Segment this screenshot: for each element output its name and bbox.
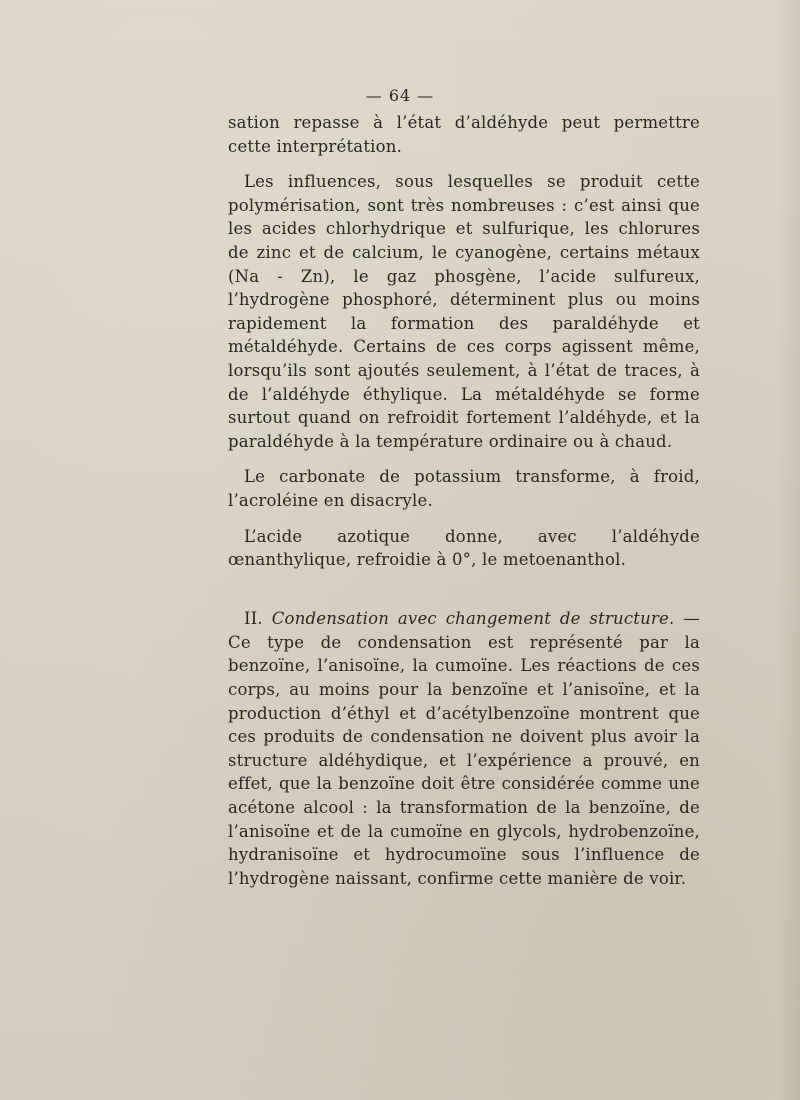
- body-text: [228, 111, 700, 890]
- paragraph-polymerisation-influences: Les influences, sous lesquelles se produit cette polymérisation, sont très nombreuses : c’est ainsi que les acides chlorhydrique et sulfurique, les chlorures de zinc et de calcium, le cyanogène, certains métaux (Na - Zn), le gaz phosgène, l’acide sulfureux, l’hydrogène phosphoré, déterminent plus ou moins rapidement la formation des paraldéhyde et métaldéhyde. Certains de ces corps agissent même, lorsqu’ils sont ajoutés seulement, à l’état de traces, à de l’aldéhyde éthylique. La métaldéhyde se forme surtout quand on refroidit fortement l’aldéhyde, et la paraldéhyde à la température ordinaire ou à chaud.: [228, 172, 700, 451]
- section-ii-paragraph: [228, 607, 700, 890]
- page-number: — 64 —: [365, 86, 435, 105]
- section-heading: Condensation avec changement de structure.: [271, 609, 675, 629]
- section-text: Ce type de condensation est représenté par la benzoïne, l’anisoïne, la cumoïne. Les réactions de ces corps, au moins pour la benzoïne et l’anisoïne, et la production d’éthyl et d’acétylbenzoïne montrent que ces produits de condensation ne doivent plus avoir la structure aldéhydique, et l’expérience a prouvé, en effet, que la benzoïne doit être considérée comme une acétone alcool : la transformation de la benzoïne, de l’anisoïne et de la cumoïne en glycols, hydrobenzoïne, hydranisoïne et hydrocumoïne sous l’influence de l’hydrogène naissant, confirme cette manière de voir.: [228, 632, 700, 888]
- paragraph-nitric-acid: L’acide azotique donne, avec l’aldéhyde œnanthylique, refroidie à 0°, le metoenanthol.: [228, 526, 700, 570]
- paragraph-potassium-carbonate: Le carbonate de potassium transforme, à froid, l’acroléine en disacryle.: [228, 467, 700, 510]
- section-dash: —: [683, 609, 700, 629]
- page-edge-shadow: [778, 0, 800, 1100]
- paragraph-continuation: sation repasse à l’état d’aldéhyde peut permettre cette interprétation.: [228, 113, 700, 156]
- section-number: II.: [244, 609, 263, 629]
